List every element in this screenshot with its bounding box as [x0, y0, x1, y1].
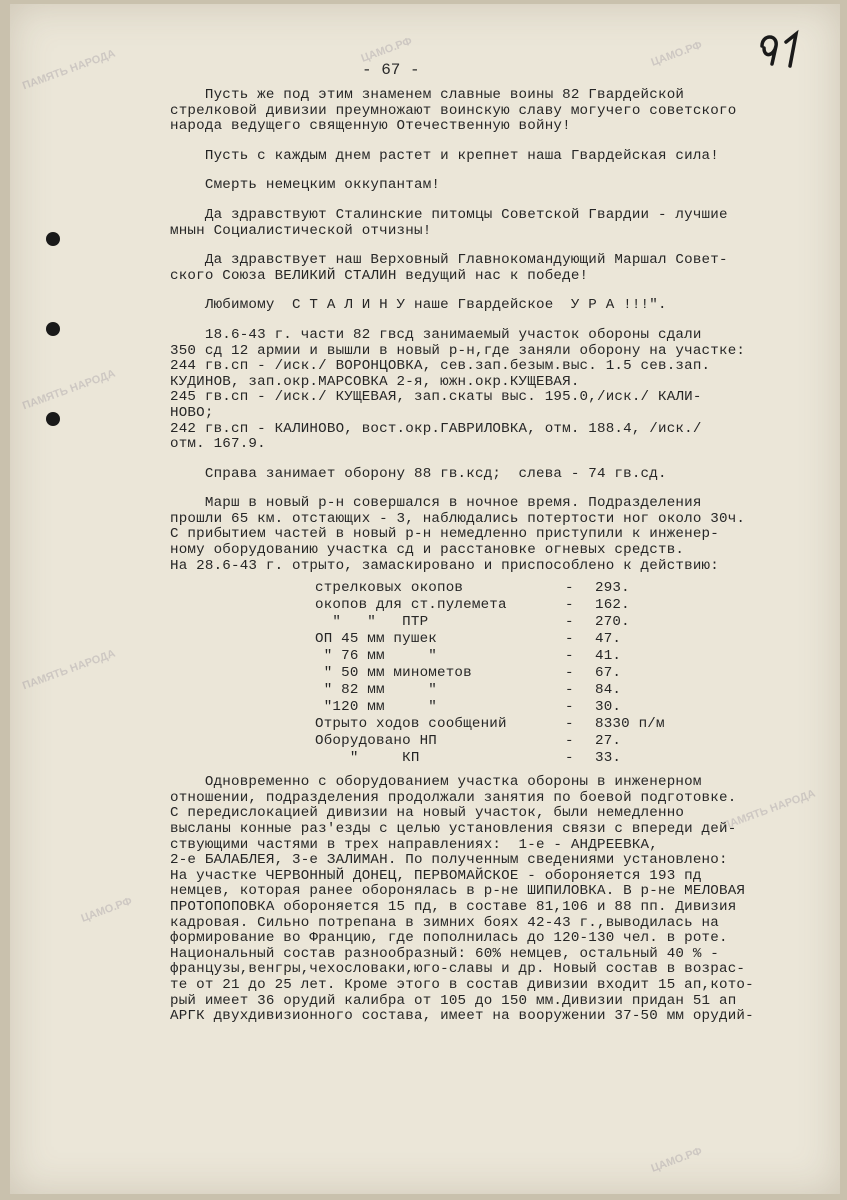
table-cell-dash: -: [565, 648, 574, 665]
table-cell-label: стрелковых окопов: [315, 580, 464, 597]
table-cell-label: "120 мм ": [315, 699, 437, 716]
text-line: Одновременно с оборудованием участка обороны в инженерном: [170, 774, 702, 791]
text-line: С передислокацией дивизии на новый участок, были немедленно: [170, 805, 685, 822]
table-row: [315, 734, 835, 751]
table-row: [315, 751, 835, 768]
table-row: [315, 683, 835, 700]
watermark: ЦАМО.РФ: [79, 895, 134, 925]
watermark: ПАМЯТЬ НАРОДА: [720, 787, 817, 833]
text-line: Любимому С Т А Л И Н У наше Гвардейское У Р А !!!".: [170, 297, 667, 314]
text-line: С прибытием частей в новый р-н немедленно приступили к инженер-: [170, 526, 719, 543]
text-line: отм. 167.9.: [170, 436, 266, 453]
text-line: 18.6-43 г. части 82 гвсд занимаемый участок обороны сдали: [170, 326, 702, 343]
table-cell-dash: -: [565, 682, 574, 699]
table-row: [315, 649, 835, 666]
text-line: кадровая. Сильно потрепана в зимних боях 42-43 г.,выводилась на: [170, 914, 719, 931]
table-cell-dash: -: [565, 631, 574, 648]
table-cell-dash: -: [565, 665, 574, 682]
text-line: На участке ЧЕРВОННЫЙ ДОНЕЦ, ПЕРВОМАЙСКОЕ - обороняется 193 пд: [170, 867, 702, 884]
closing-appeal: [170, 88, 835, 314]
table-cell-value: 270.: [595, 614, 630, 631]
punch-hole: [46, 412, 60, 426]
text-line: высланы конные раз'езды с целью установления связи с впереди дей-: [170, 821, 737, 838]
table-row: [315, 700, 835, 717]
page-number: - 67 -: [362, 61, 420, 79]
text-line: ПРОТОПОПОВКА обороняется 15 пд, в составе 81,106 и 88 пп. Дивизия: [170, 899, 737, 915]
text-line: 244 гв.сп - /иск./ ВОРОНЦОВКА, сев.зап.безым.выс. 1.5 сев.зап.: [170, 358, 711, 375]
table-cell-dash: -: [565, 597, 574, 614]
table-cell-label: " КП: [315, 750, 420, 767]
watermark: ПАМЯТЬ НАРОДА: [20, 367, 117, 413]
punch-hole: [46, 322, 60, 336]
text-line: Пусть же под этим знаменем славные воины 82 Гвардейской: [170, 87, 685, 103]
document-body: [170, 88, 835, 1025]
table-cell-value: 30.: [595, 699, 622, 716]
intelligence-report: [170, 775, 835, 1025]
text-line: французы,венгры,чехословаки,юго-славы и др. Новый состав в возрас-: [170, 961, 746, 978]
text-line: прошли 65 км. отстающих - 3, наблюдались потертости ног около 30ч.: [170, 510, 746, 527]
text-line: 350 сд 12 армии и вышли в новый р-н,где заняли оборону на участке:: [170, 342, 746, 359]
table-cell-value: 47.: [595, 631, 622, 648]
text-line: народа ведущего священную Отечественную войну!: [170, 118, 571, 135]
table-cell-label: ОП 45 мм пушек: [315, 631, 437, 648]
text-line: На 28.6-43 г. отрыто, замаскировано и приспособлено к действию:: [170, 557, 719, 574]
table-cell-dash: -: [565, 699, 574, 716]
text-line: отношении, подразделения продолжали занятия по боевой подготовке.: [170, 789, 737, 806]
table-cell-value: 293.: [595, 580, 630, 597]
table-cell-value: 67.: [595, 665, 622, 682]
table-row: [315, 666, 835, 683]
text-line: мнын Социалистической отчизны!: [170, 222, 432, 239]
text-line: НОВО;: [170, 404, 214, 421]
table-cell-dash: -: [565, 580, 574, 597]
text-line: стрелковой дивизии преумножают воинскую славу могучего советского: [170, 102, 737, 119]
table-cell-dash: -: [565, 716, 574, 733]
text-line: ствующими частями в трех направлениях: 1-е - АНДРЕЕВКА,: [170, 836, 658, 853]
text-line: КУДИНОВ, зап.окр.МАРСОВКА 2-я, южн.окр.КУЩЕВАЯ.: [170, 373, 580, 390]
text-line: Национальный состав разнообразный: 60% немцев, остальный 40 % -: [170, 945, 719, 962]
text-line: Пусть с каждым днем растет и крепнет наша Гвардейская сила!: [170, 147, 719, 164]
table-cell-label: Отрыто ходов сообщений: [315, 716, 507, 733]
punch-hole: [46, 232, 60, 246]
table-cell-value: 84.: [595, 682, 622, 699]
text-line: Да здравствуют Сталинские питомцы Советской Гвардии - лучшие: [170, 206, 728, 223]
text-line: формирование во Францию, где пополнилась до 120-130 чел. в роте.: [170, 930, 728, 947]
text-line: 245 гв.сп - /иск./ КУЩЕВАЯ, зап.скаты выс. 195.0,/иск./ КАЛИ-: [170, 389, 702, 406]
defence-report: [170, 328, 835, 574]
text-line: Смерть немецким оккупантам!: [170, 177, 441, 194]
table-cell-label: " 50 мм минометов: [315, 665, 472, 682]
table-cell-label: " " ПТР: [315, 614, 429, 631]
document-page: [10, 4, 840, 1194]
table-row: [315, 598, 835, 615]
table-cell-value: 41.: [595, 648, 622, 665]
watermark: ЦАМО.РФ: [359, 35, 414, 65]
table-cell-value: 8330 п/м: [595, 716, 665, 733]
table-cell-label: " 76 мм ": [315, 648, 437, 665]
watermark: ЦАМО.РФ: [649, 39, 704, 69]
table-cell-dash: -: [565, 733, 574, 750]
text-line: Марш в новый р-н совершался в ночное время. Подразделения: [170, 495, 702, 512]
watermark: ПАМЯТЬ НАРОДА: [20, 647, 117, 693]
text-line: ному оборудованию участка сд и расстановке огневых средств.: [170, 542, 685, 559]
table-row: [315, 581, 835, 598]
table-row: [315, 632, 835, 649]
text-line: 2-е БАЛАБЛЕЯ, 3-е ЗАЛИМАН. По полученным сведениями установлено:: [170, 852, 728, 869]
archive-folio-number: [756, 28, 812, 68]
table-cell-label: Оборудовано НП: [315, 733, 437, 750]
text-line: ского Союза ВЕЛИКИЙ СТАЛИН ведущий нас к победе!: [170, 267, 589, 284]
fortifications-table: [315, 581, 835, 768]
table-cell-label: " 82 мм ": [315, 682, 437, 699]
text-line: АРГК двухдивизионного состава, имеет на вооружении 37-50 мм орудий-: [170, 1008, 754, 1025]
text-line: рый имеет 36 орудий калибра от 105 до 150 мм.Дивизии придан 51 ап: [170, 992, 737, 1009]
table-cell-label: окопов для ст.пулемета: [315, 597, 507, 614]
watermark: ЦАМО.РФ: [649, 1145, 704, 1175]
text-line: те от 21 до 25 лет. Кроме этого в состав дивизии входит 15 ап,кото-: [170, 976, 754, 993]
table-cell-dash: -: [565, 750, 574, 767]
table-cell-dash: -: [565, 614, 574, 631]
watermark: ПАМЯТЬ НАРОДА: [20, 47, 117, 93]
table-row: [315, 717, 835, 734]
text-line: Справа занимает оборону 88 гв.ксд; слева - 74 гв.сд.: [170, 465, 667, 482]
table-cell-value: 33.: [595, 750, 622, 767]
table-row: [315, 615, 835, 632]
text-line: немцев, которая ранее оборонялась в р-не ШИПИЛОВКА. В р-не МЕЛОВАЯ: [170, 883, 746, 900]
text-line: Да здравствует наш Верховный Главнокомандующий Маршал Совет-: [170, 252, 728, 269]
table-cell-value: 27.: [595, 733, 622, 750]
text-line: 242 гв.сп - КАЛИНОВО, вост.окр.ГАВРИЛОВКА, отм. 188.4, /иск./: [170, 420, 702, 437]
table-cell-value: 162.: [595, 597, 630, 614]
